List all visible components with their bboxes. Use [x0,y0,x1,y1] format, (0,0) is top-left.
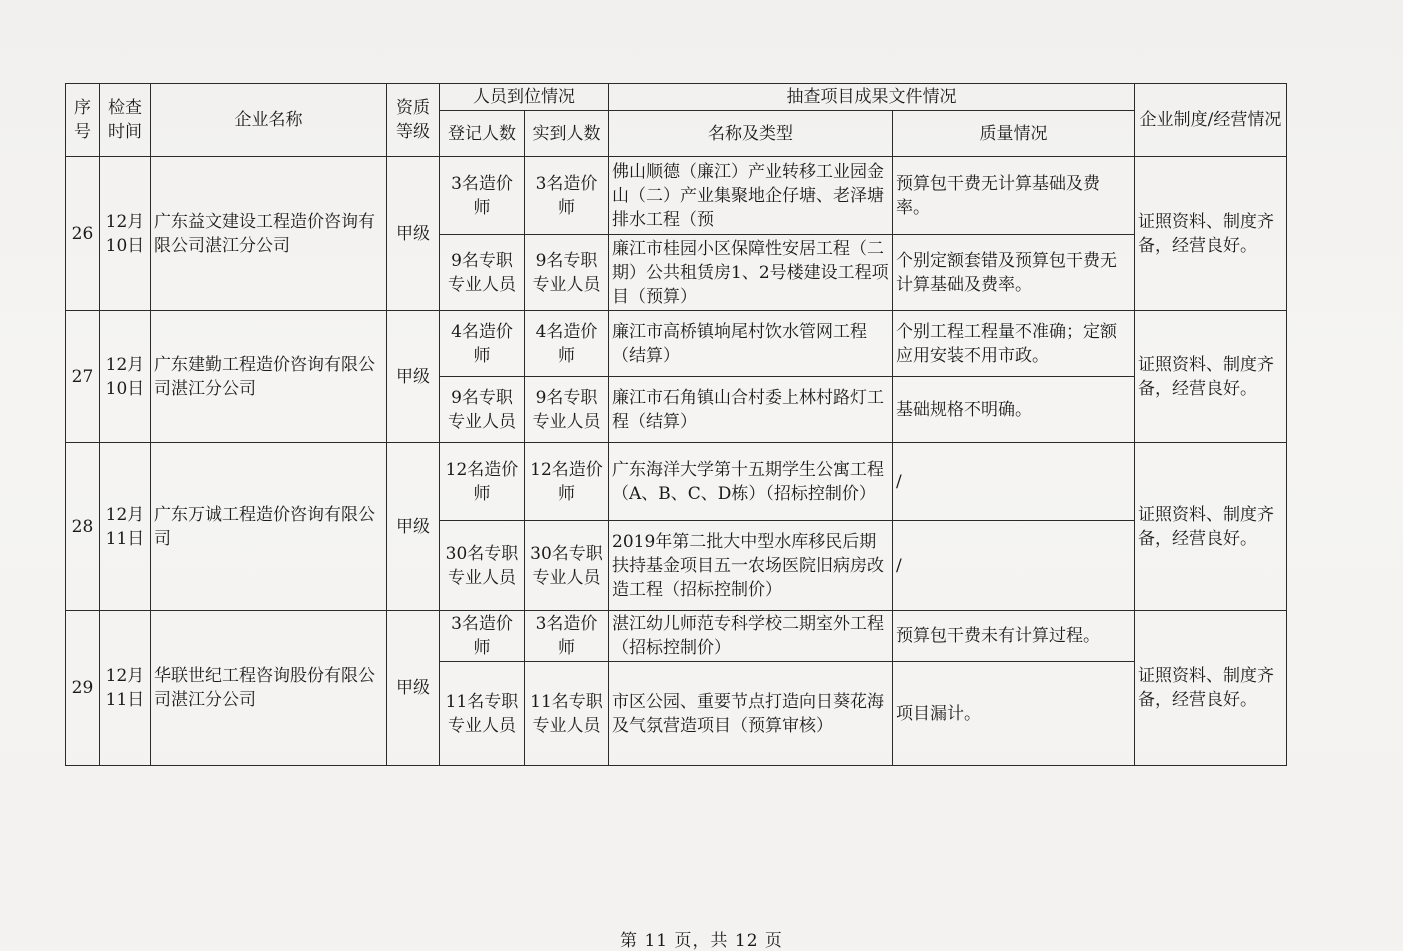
quality-cell: 预算包干费未有计算过程。 [893,611,1135,662]
row-grade: 甲级 [387,611,440,766]
quality-cell: 预算包干费无计算基础及费率。 [893,157,1135,235]
row-grade: 甲级 [387,443,440,611]
registered-cell: 3名造价师 [440,157,525,235]
quality-cell: 个别定额套错及预算包干费无计算基础及费率。 [893,235,1135,311]
row-date: 12月11日 [100,611,151,766]
system-cell: 证照资料、制度齐备，经营良好。 [1135,157,1287,311]
quality-cell: 项目漏计。 [893,662,1135,766]
quality-cell: / [893,443,1135,521]
row-seq: 26 [66,157,100,311]
row-grade: 甲级 [387,311,440,443]
registered-cell: 12名造价师 [440,443,525,521]
system-cell: 证照资料、制度齐备，经营良好。 [1135,311,1287,443]
project-cell: 廉江市石角镇山合村委上林村路灯工程（结算） [609,377,893,443]
project-cell: 廉江市桂园小区保障性安居工程（二期）公共租赁房1、2号楼建设工程项目（预算） [609,235,893,311]
registered-cell: 11名专职专业人员 [440,662,525,766]
header-actual: 实到人数 [525,111,609,157]
actual-cell: 11名专职专业人员 [525,662,609,766]
quality-cell: 个别工程工程量不准确；定额应用安装不用市政。 [893,311,1135,377]
header-project-name: 名称及类型 [609,111,893,157]
table-row [66,311,1287,377]
registered-cell: 30名专职专业人员 [440,521,525,611]
registered-cell: 9名专职专业人员 [440,235,525,311]
row-seq: 28 [66,443,100,611]
header-seq: 序号 [66,84,100,157]
header-system: 企业制度/经营情况 [1135,84,1287,157]
actual-cell: 30名专职专业人员 [525,521,609,611]
header-registered: 登记人数 [440,111,525,157]
header-quality: 质量情况 [893,111,1135,157]
quality-cell: / [893,521,1135,611]
project-cell: 湛江幼儿师范专科学校二期室外工程（招标控制价） [609,611,893,662]
actual-cell: 4名造价师 [525,311,609,377]
project-cell: 广东海洋大学第十五期学生公寓工程（A、B、C、D栋）（招标控制价） [609,443,893,521]
row-company: 华联世纪工程咨询股份有限公司湛江分公司 [151,611,387,766]
header-date: 检查时间 [100,84,151,157]
header-grade: 资质等级 [387,84,440,157]
actual-cell: 3名造价师 [525,611,609,662]
row-company: 广东万诚工程造价咨询有限公司 [151,443,387,611]
actual-cell: 12名造价师 [525,443,609,521]
table-row [66,611,1287,662]
actual-cell: 9名专职专业人员 [525,235,609,311]
page-number: 第 11 页，共 12 页 [620,931,783,951]
row-grade: 甲级 [387,157,440,311]
row-date: 12月11日 [100,443,151,611]
project-cell: 市区公园、重要节点打造向日葵花海及气氛营造项目（预算审核） [609,662,893,766]
row-date: 12月10日 [100,311,151,443]
system-cell: 证照资料、制度齐备，经营良好。 [1135,443,1287,611]
row-company: 广东建勤工程造价咨询有限公司湛江分公司 [151,311,387,443]
header-project-group: 抽查项目成果文件情况 [609,84,1135,111]
quality-cell: 基础规格不明确。 [893,377,1135,443]
row-date: 12月10日 [100,157,151,311]
registered-cell: 9名专职专业人员 [440,377,525,443]
header-staff-group: 人员到位情况 [440,84,609,111]
registered-cell: 4名造价师 [440,311,525,377]
project-cell: 廉江市高桥镇垧尾村饮水管网工程（结算） [609,311,893,377]
actual-cell: 3名造价师 [525,157,609,235]
row-company: 广东益文建设工程造价咨询有限公司湛江分公司 [151,157,387,311]
project-cell: 2019年第二批大中型水库移民后期扶持基金项目五一农场医院旧病房改造工程（招标控制价） [609,521,893,611]
project-cell: 佛山顺德（廉江）产业转移工业园金山（二）产业集聚地企仔塘、老泽塘排水工程（预 [609,157,893,235]
table-row [66,157,1287,235]
inspection-table [65,83,1287,766]
table-row [66,443,1287,521]
row-seq: 29 [66,611,100,766]
header-company: 企业名称 [151,84,387,157]
row-seq: 27 [66,311,100,443]
actual-cell: 9名专职专业人员 [525,377,609,443]
registered-cell: 3名造价师 [440,611,525,662]
system-cell: 证照资料、制度齐备，经营良好。 [1135,611,1287,766]
